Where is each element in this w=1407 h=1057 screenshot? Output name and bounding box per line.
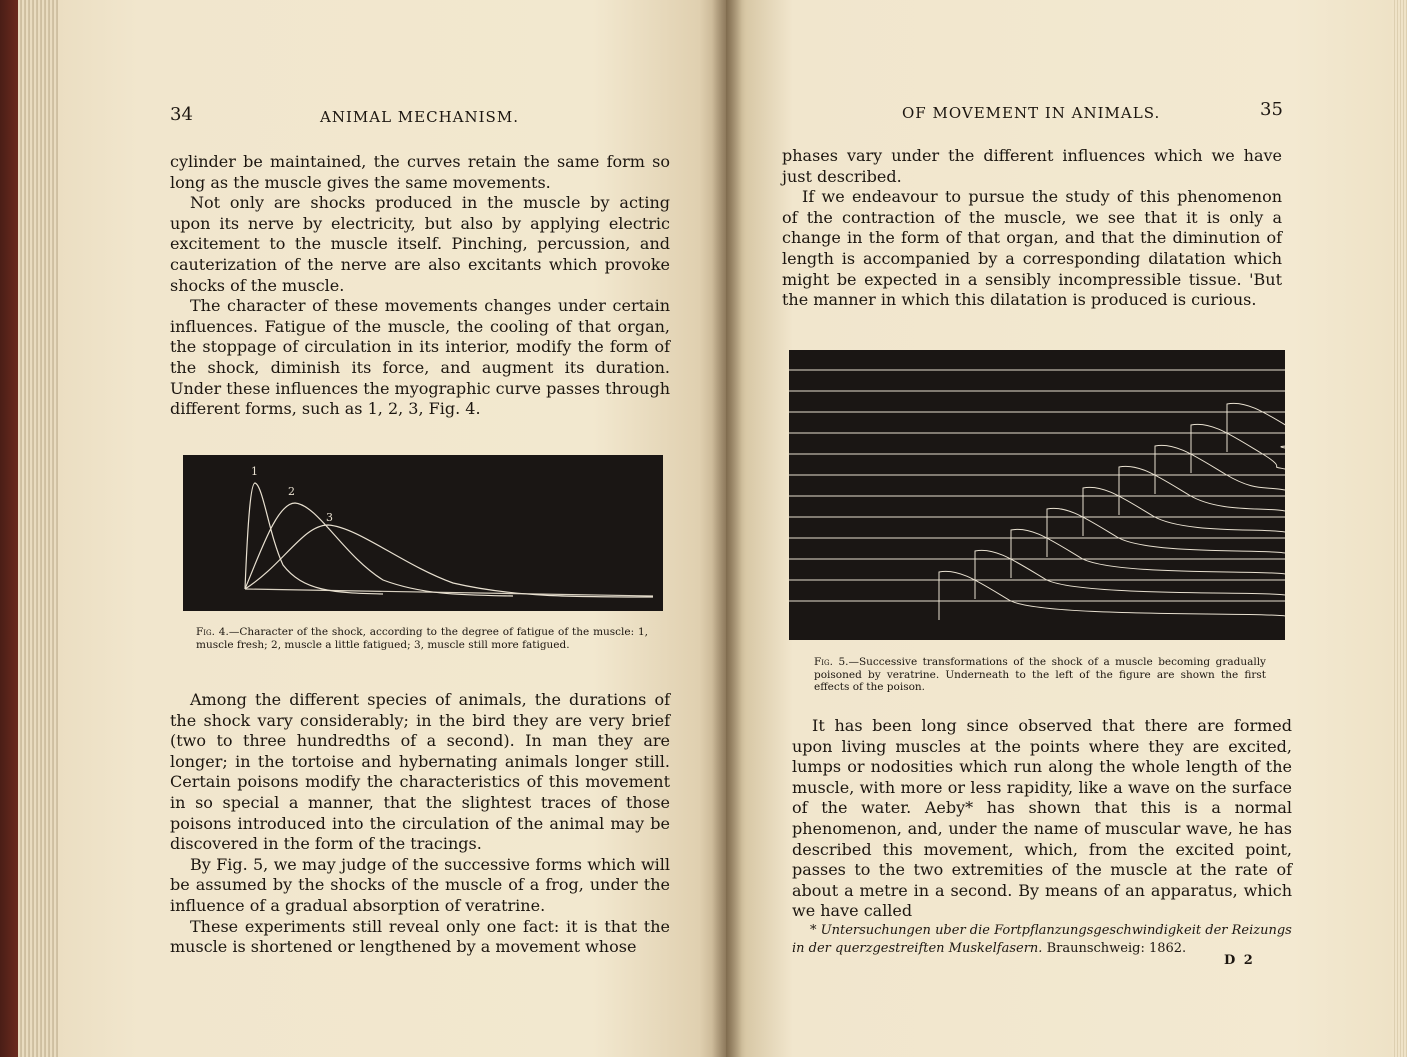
caption-text: —Character of the shock, according to the degree of fatigue of the muscle: 1, muscle fresh; 2, muscle a little fatigued; 3, muscle still more fatigued. xyxy=(196,626,648,651)
page-edges-right xyxy=(1392,0,1407,1057)
figure-5-caption xyxy=(814,656,1266,694)
paragraph: If we endeavour to pursue the study of this phenomenon of the contraction of the muscle, we see that it is only a change in the form of that organ, and that the diminution of length is accompanied by a corresponding dilatation which might be expected in a sensibly incompressible tissue. 'But the manner in which this dilatation is produced is curious. xyxy=(782,187,1282,310)
tracing-curve xyxy=(1227,403,1285,452)
caption-label: Fig. 5. xyxy=(814,656,849,668)
footnote xyxy=(792,922,1297,958)
paragraph: cylinder be maintained, the curves retain the same form so long as the muscle gives the same movements. xyxy=(170,152,670,192)
signature-mark: D 2 xyxy=(1224,953,1255,968)
paragraph: It has been long since observed that there are formed upon living muscles at the points where they are excited, lumps or nodosities which run along the whole length of the muscle, with more or less rapidity, like a wave on the surface of the water. Aeby* has shown that this is a normal phenomenon, and, under the name of muscular wave, he has described this movement, which, from the excited point, passes to the two extremities of the muscle at the rate of about a metre in a second. By means of an apparatus, which we have called xyxy=(792,716,1292,921)
footnote-place-date: Braunschweig: 1862. xyxy=(1046,941,1187,956)
running-head: OF MOVEMENT IN ANIMALS. xyxy=(902,104,1161,122)
body-text-top xyxy=(782,146,1282,311)
curve-3 xyxy=(245,525,653,597)
tracing-curve xyxy=(975,550,1285,599)
figure-4-myograph xyxy=(183,455,663,611)
tracing-curve xyxy=(1083,487,1285,536)
paragraph: By Fig. 5, we may judge of the successive forms which will be assumed by the shocks of the muscle of a frog, under the influence of a gradual absorption of veratrine. xyxy=(170,854,670,915)
curve-label-3: 3 xyxy=(326,511,333,524)
figure-4-curves xyxy=(183,455,663,611)
page-number: 34 xyxy=(170,104,193,125)
right-page xyxy=(726,0,1394,1057)
paragraph: phases vary under the different influences which we have just described. xyxy=(782,146,1282,186)
body-text-bottom xyxy=(170,690,670,958)
paragraph: These experiments still reveal only one fact: it is that the muscle is shortened or lengthened by a movement whose xyxy=(170,916,670,957)
page-edges-left xyxy=(18,0,60,1057)
curve-2 xyxy=(245,503,513,596)
tracing-curve xyxy=(1011,529,1285,578)
figure-4-caption xyxy=(196,626,648,651)
caption-label: Fig. 4. xyxy=(196,626,229,638)
baseline xyxy=(245,589,653,596)
running-head: ANIMAL MECHANISM. xyxy=(320,108,519,126)
book-gutter xyxy=(712,0,742,1057)
paragraph: Not only are shocks produced in the muscle by acting upon its nerve by electricity, but also by applying electric excitement to the muscle itself. Pinching, percussion, and cauterization of the nerve are also excitants which provoke shocks of the muscle. xyxy=(170,193,670,295)
paragraph: Among the different species of animals, the durations of the shock vary considerably; in the bird they are very brief (two to three hundredths of a second). In man they are longer; in the tortoise and hybernating animals longer still. Certain poisons modify the characteristics of this movement in so special a manner, that the slightest traces of those poisons introduced into the circulation of the animal may be discovered in the form of the tracings. xyxy=(170,690,670,854)
curve-label-2: 2 xyxy=(288,485,295,498)
tracing-curve xyxy=(1191,424,1285,473)
figure-5-tracings xyxy=(789,350,1285,640)
caption-text: —Successive transformations of the shock of a muscle becoming gradually poisoned by veratrine. Underneath to the left of the figure are shown the first effects of the poison. xyxy=(814,656,1266,693)
body-text-top xyxy=(170,152,670,420)
tracing-curve xyxy=(939,571,1285,620)
left-page xyxy=(58,0,726,1057)
footnote-marker: * xyxy=(810,923,817,938)
figure-5-myograph xyxy=(789,350,1285,640)
footnote-title: Untersuchungen uber die Fortpflanzungsgeschwindigkeit der Reizungs in der querzgestreiften Muskelfasern. xyxy=(792,923,1292,956)
tracing-curve xyxy=(1119,466,1285,515)
page-number: 35 xyxy=(1260,99,1283,120)
curve-label-1: 1 xyxy=(251,465,258,478)
body-text-bottom xyxy=(792,716,1292,922)
paragraph: The character of these movements changes under certain influences. Fatigue of the muscle, the cooling of that organ, the stoppage of circulation in its interior, modify the form of the shock, diminish its force, and augment its duration. Under these influences the myographic curve passes through different forms, such as 1, 2, 3, Fig. 4. xyxy=(170,296,670,419)
